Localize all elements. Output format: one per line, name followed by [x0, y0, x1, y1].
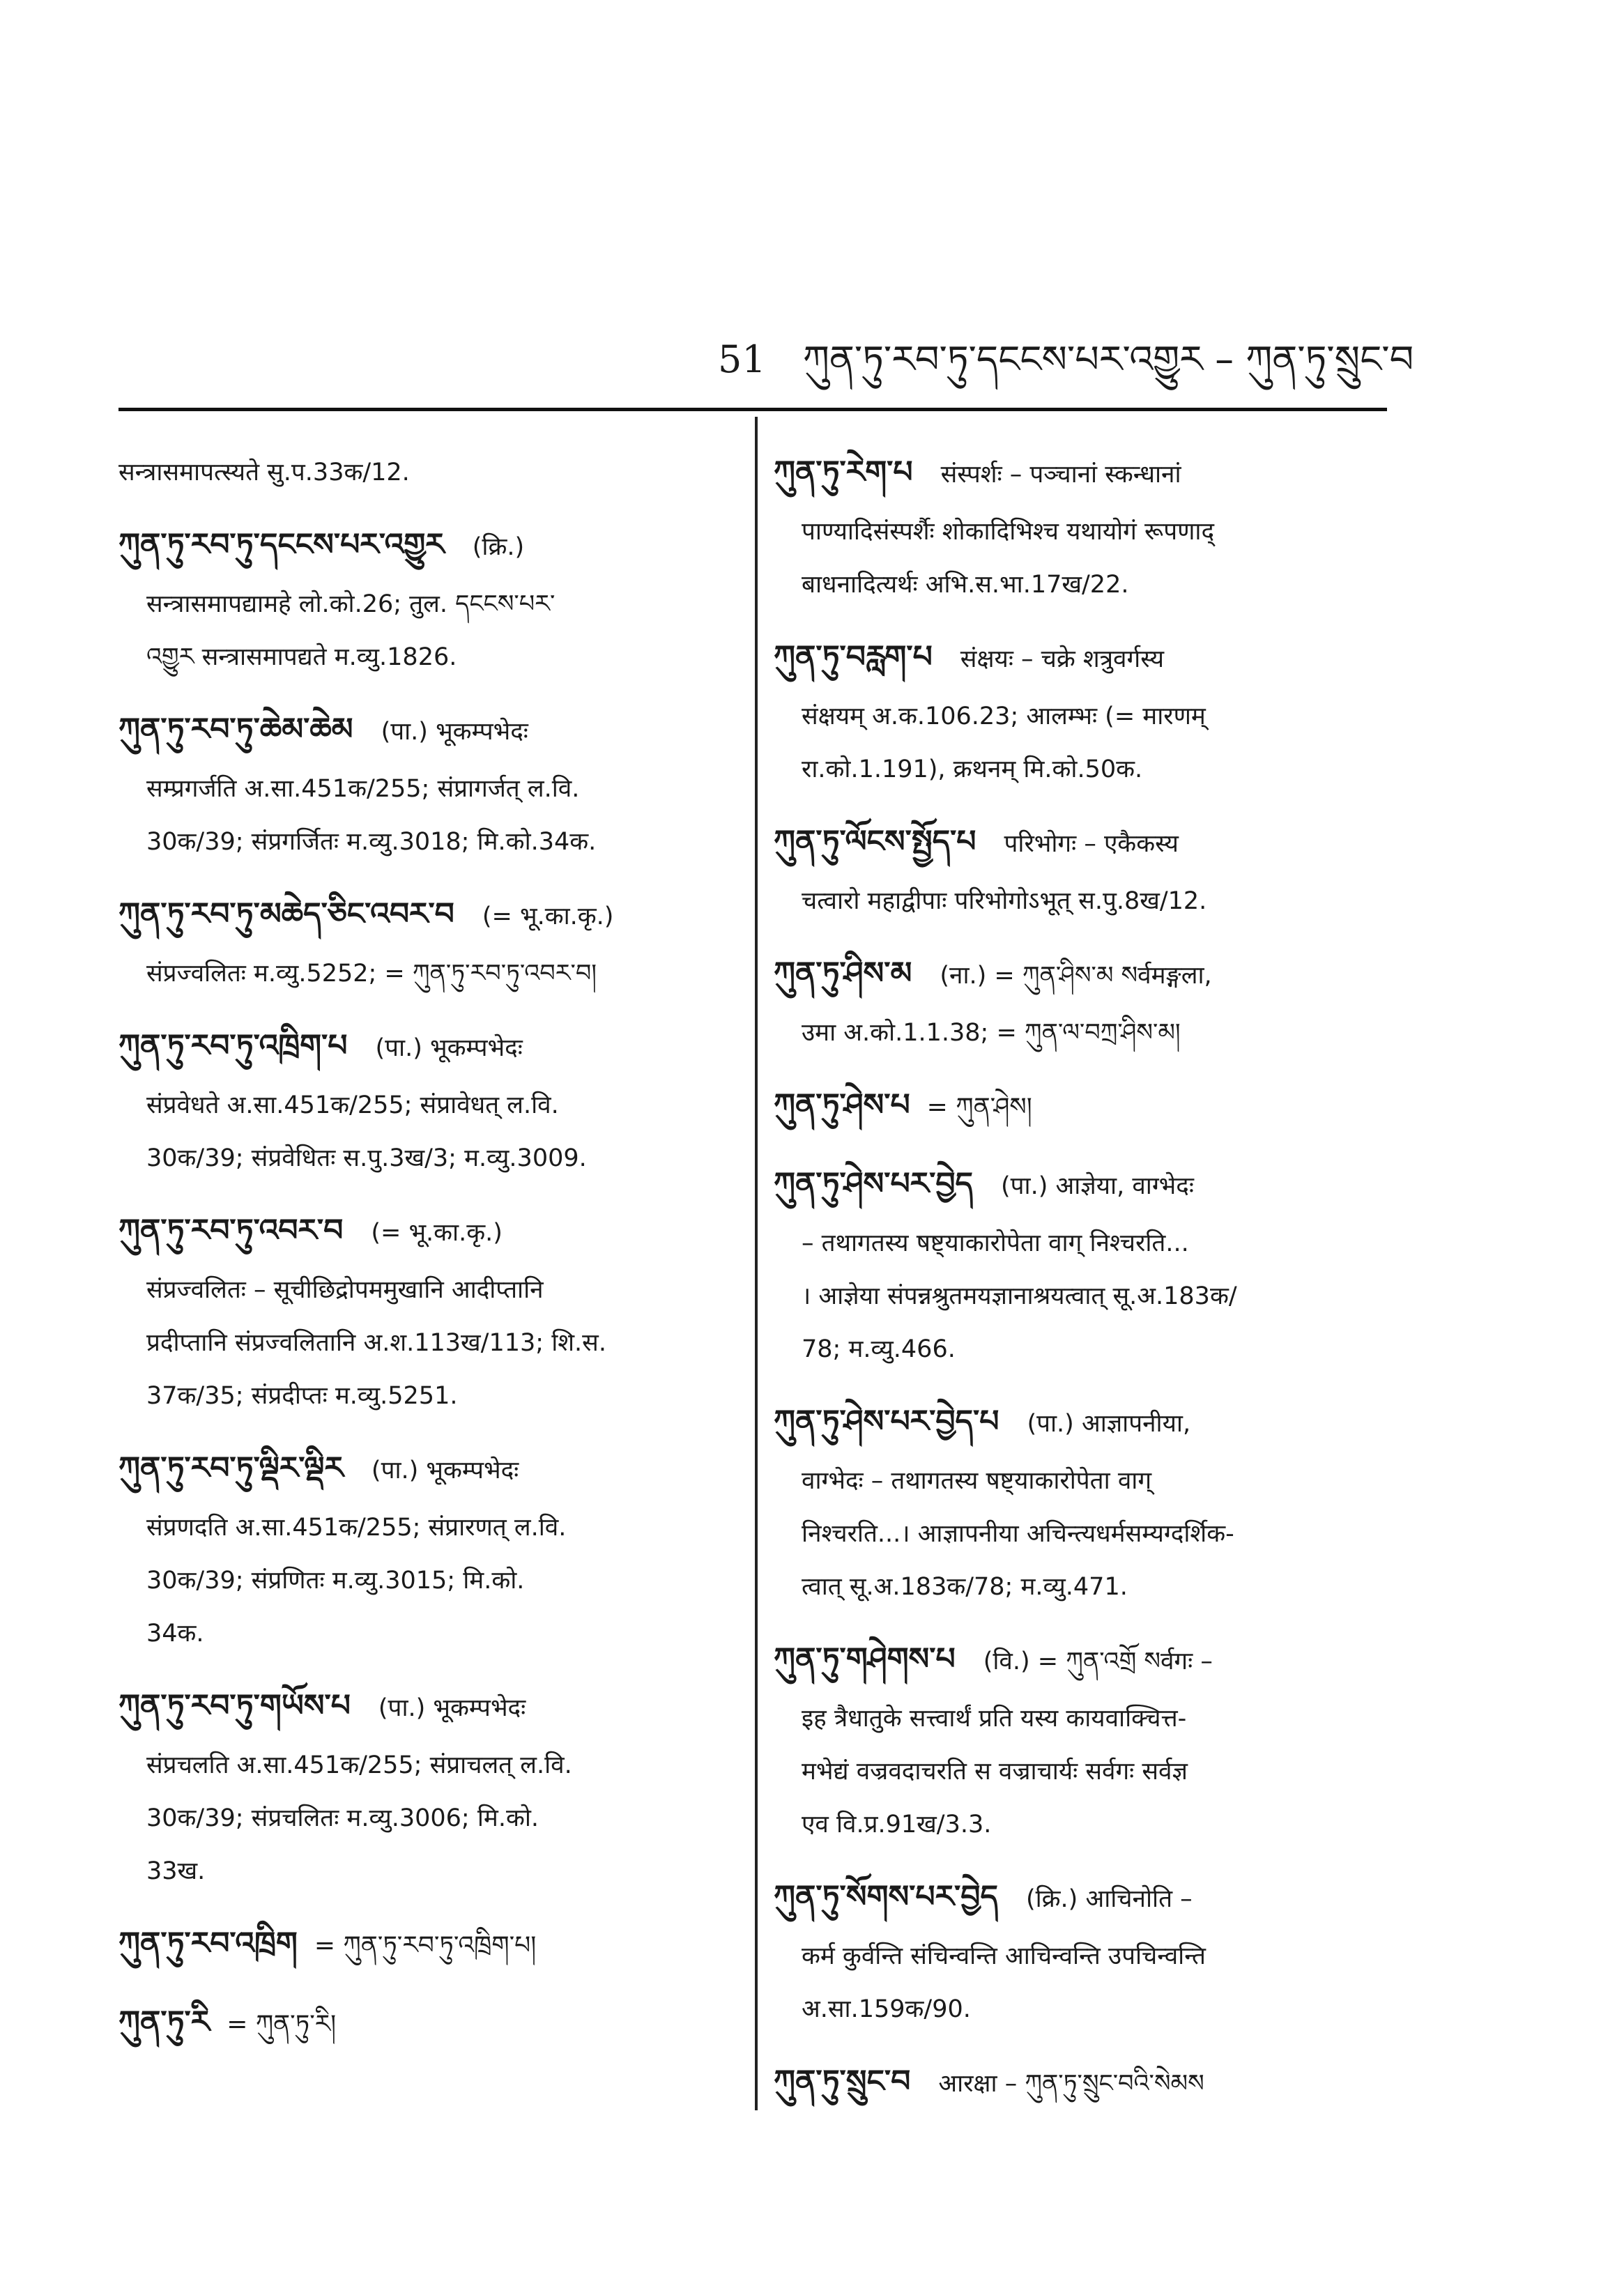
- dictionary-entry: [774, 947, 1380, 1059]
- headword: ཀུན་ཏུ་རབ་འཁྲིག: [118, 1926, 298, 1961]
- entry-head-line: [774, 1395, 1380, 1454]
- entry-head-line: [774, 815, 1380, 875]
- dictionary-entry: [118, 1917, 725, 1977]
- headword: ཀུན་ཏུ་རབ་ཏུ་དངངས་པར་འགྱུར: [118, 527, 445, 562]
- definition-line: । आज्ञेया संपन्नश्रुतमयज्ञानाश्रयत्वात् सू.अ.183क/: [802, 1282, 1237, 1310]
- grammar-tag: (पा.) भूकम्पभेदः: [378, 1694, 526, 1722]
- headword: ཀུན་ཏུ་སྲུང་བ: [774, 2064, 911, 2099]
- grammar-tag: (पा.) आज्ञापनीया,: [1027, 1410, 1191, 1438]
- right-column: [774, 446, 1380, 2134]
- dictionary-entry: [118, 1204, 725, 1422]
- definition-line: संप्रज्वलितः म.व्यु.5252; = ཀུན་ཏུ་རབ་ཏུ་འབར་བ།: [146, 960, 597, 988]
- headword: ཀུན་ཏུ་ལོངས་སྤྱོད་པ: [774, 824, 976, 859]
- definition-line: सम्प्रगर्जति अ.सा.451क/255; संप्रागर्जत् ल.वि.: [146, 775, 580, 803]
- headword: ཀུན་ཏུ་རབ་ཏུ་མཆེད་ཅིང་འབར་བ: [118, 896, 454, 932]
- dictionary-entry: [118, 703, 725, 868]
- dictionary-entry: [774, 815, 1380, 928]
- definition-line: संप्रणदति अ.सा.451क/255; संप्रारणत् ल.वि.: [146, 1514, 567, 1542]
- headword: ཀུན་ཏུ་ཤེས་པ: [774, 1087, 910, 1123]
- header-rule: [118, 408, 1387, 411]
- entry-head-line: [774, 1871, 1380, 1930]
- definition-line: अ.सा.159क/90.: [802, 1995, 971, 2023]
- dictionary-entry: [118, 1020, 725, 1185]
- definition-line: संप्रज्वलितः – सूचीछिद्रोपममुखानि आदीप्तानि: [146, 1276, 544, 1304]
- definition-line: निश्चरति...। आज्ञापनीया अचिन्त्यधर्मसम्यग्दर्शिक-: [802, 1520, 1234, 1548]
- dictionary-entry: [774, 446, 1380, 611]
- headword: ཀུན་ཏུ་རབ་ཏུ་ཆེམ་ཆེམ: [118, 712, 353, 747]
- grammar-tag: आरक्षा – ཀུན་ཏུ་སྲུང་བའི་སེམས: [938, 2070, 1204, 2098]
- cross-reference: = ཀུན་ཤེས།: [926, 1093, 1032, 1121]
- dictionary-entry: [774, 1871, 1380, 2036]
- dictionary-entry: [118, 888, 725, 1000]
- definition-line: 30क/39; संप्रणितः म.व्यु.3015; मि.को.: [146, 1567, 525, 1595]
- grammar-tag: संक्षयः – चक्रे शत्रुवर्गस्य: [960, 645, 1165, 673]
- headword: ཀུན་ཏུ་རི: [118, 2004, 210, 2040]
- dictionary-entry: [774, 631, 1380, 796]
- definition-line: वाग्भेदः – तथागतस्य षष्ट्याकारोपेता वाग्: [802, 1467, 1152, 1495]
- grammar-tag: (पा.) भूकम्पभेदः: [381, 718, 528, 746]
- definition-line: उमा अ.को.1.1.38; = ཀུན་ལ་བཀྲ་ཤིས་མ།: [802, 1019, 1181, 1047]
- entry-head-line: [774, 2055, 1380, 2114]
- grammar-tag: (= भू.का.कृ.): [371, 1219, 503, 1247]
- definition-line: 30क/39; संप्रवेधितः स.पु.3ख/3; म.व्यु.3009.: [146, 1144, 587, 1172]
- definition-line: 30क/39; संप्रगर्जितः म.व्यु.3018; मि.को.34क.: [146, 828, 597, 856]
- entry-head-line: [774, 1633, 1380, 1692]
- dictionary-entry: [774, 1079, 1380, 1138]
- definition-line: 78; म.व्यु.466.: [802, 1335, 956, 1363]
- grammar-tag: (पा.) भूकम्पभेदः: [375, 1034, 523, 1062]
- definition-line: संक्षयम् अ.क.106.23; आलम्भः (= मारणम्: [802, 703, 1206, 730]
- headword: ཀུན་ཏུ་རབ་ཏུ་གཡོས་པ: [118, 1688, 351, 1724]
- entry-head-line: [118, 888, 725, 947]
- entry-head-line: [774, 1158, 1380, 1217]
- dictionary-entry: [774, 2055, 1380, 2114]
- entry-head-line: [118, 1996, 725, 2055]
- grammar-tag: (वि.) = ཀུན་འགྲོ སर्वगः –: [983, 1648, 1213, 1675]
- definition-line: – तथागतस्य षष्ट्याकारोपेता वाग् निश्चरति...: [802, 1229, 1189, 1257]
- definition-line: इह त्रैधातुके सत्त्वार्थं प्रति यस्य कायवाक्चित्त-: [802, 1705, 1187, 1733]
- entry-head-line: [774, 446, 1380, 505]
- dictionary-entry: [118, 446, 725, 499]
- grammar-tag: (क्रि.): [472, 533, 525, 561]
- definition-line: सन्त्रासमापत्स्यते सु.प.33क/12.: [118, 459, 410, 486]
- headword: ཀུན་ཏུ་ཤེས་པར་བྱེད་པ: [774, 1404, 999, 1439]
- definition-line: चत्वारो महाद्वीपाः परिभोगोऽभूत् स.पु.8ख/12.: [802, 887, 1207, 915]
- entry-head-line: [774, 1079, 1380, 1138]
- grammar-tag: (ना.) = ཀུན་ཤིས་མ སर्वमङ्गला,: [940, 962, 1212, 990]
- header-range: ཀུན་ཏུ་རབ་ཏུ་དངངས་པར་འགྱུར – ཀུན་ཏུ་སྲུང་བ: [802, 337, 1414, 381]
- dictionary-entry: [774, 1158, 1380, 1376]
- definition-line: 34क.: [146, 1620, 204, 1648]
- headword: ཀུན་ཏུ་སོགས་པར་བྱེད: [774, 1879, 998, 1914]
- definition-line: मभेद्यं वज्रवदाचरति स वज्राचार्यः सर्वगः सर्वज्ञ: [802, 1758, 1188, 1786]
- entry-head-line: [118, 1680, 725, 1739]
- definition-line: संप्रवेधते अ.सा.451क/255; संप्रावेधत् ल.वि.: [146, 1091, 559, 1119]
- column-divider: [755, 417, 758, 2110]
- cross-reference: = ཀུན་ཏུ་རབ་ཏུ་འཁྲིག་པ།: [314, 1931, 537, 1960]
- entry-head-line: [118, 703, 725, 762]
- grammar-tag: (पा.) भूकम्पभेदः: [371, 1457, 519, 1484]
- dictionary-entry: [118, 1442, 725, 1660]
- grammar-tag: परिभोगः – एकैकस्य: [1004, 830, 1179, 858]
- dictionary-entry: [118, 519, 725, 684]
- grammar-tag: (पा.) आज्ञेया, वाग्भेदः: [1001, 1172, 1194, 1200]
- entry-head-line: [118, 1204, 725, 1264]
- entry-head-line: [118, 1917, 725, 1977]
- dictionary-entry: [774, 1395, 1380, 1613]
- headword: ཀུན་ཏུ་རབ་ཏུ་འབར་བ: [118, 1213, 344, 1248]
- headword: ཀུན་ཏུ་བརླག་པ: [774, 639, 933, 675]
- definition-line: कर्म कुर्वन्ति संचिन्वन्ति आचिन्वन्ति उपचिन्वन्ति: [802, 1942, 1206, 1970]
- left-column: [118, 446, 725, 2075]
- definition-line: 33ख.: [146, 1857, 206, 1885]
- dictionary-entry: [774, 1633, 1380, 1851]
- definition-line: संप्रचलति अ.सा.451क/255; संप्राचलत् ल.वि.: [146, 1751, 572, 1779]
- definition-line: प्रदीप्तानि संप्रज्वलितानि अ.श.113ख/113; शि.स.: [146, 1329, 606, 1357]
- definition-line: रा.को.1.191), क्रथनम् मि.को.50क.: [802, 755, 1143, 783]
- entry-head-line: [774, 947, 1380, 1006]
- headword: ཀུན་ཏུ་ཤིས་མ: [774, 955, 912, 991]
- definition-line: पाण्यादिसंस्पर्शैः शोकादिभिश्च यथायोगं रूपणाद्: [802, 518, 1215, 546]
- definition-line: एव वि.प्र.91ख/3.3.: [802, 1811, 992, 1839]
- page-number: 51: [718, 337, 766, 381]
- headword: ཀུན་ཏུ་ཤེས་པར་བྱེད: [774, 1166, 973, 1202]
- cross-reference: = ཀུན་ཏུ་རི།: [227, 2010, 337, 2039]
- definition-line: འགྱུར सन्त्रासमापद्यते म.व्यु.1826.: [146, 643, 457, 671]
- headword: ཀུན་ཏུ་རབ་ཏུ་འཁྲིག་པ: [118, 1028, 348, 1064]
- dictionary-entry: [118, 1680, 725, 1898]
- definition-line: सन्त्रासमापद्यामहे लो.को.26; तुल. དངངས་པར་: [146, 590, 556, 618]
- headword: ཀུན་ཏུ་རེག་པ: [774, 454, 913, 490]
- headword: ཀུན་ཏུ་གཤེགས་པ: [774, 1641, 956, 1677]
- definition-line: 37क/35; संप्रदीप्तः म.व्यु.5251.: [146, 1382, 458, 1410]
- entry-head-line: [774, 631, 1380, 690]
- entry-head-line: [118, 519, 725, 578]
- definition-line: 30क/39; संप्रचलितः म.व्यु.3006; मि.को.: [146, 1804, 539, 1832]
- headword: ཀུན་ཏུ་རབ་ཏུ་ལྡིར་ལྡིར: [118, 1450, 344, 1486]
- definition-line: बाधनादित्यर्थः अभि.स.भा.17ख/22.: [802, 571, 1129, 599]
- dictionary-entry: [118, 1996, 725, 2055]
- grammar-tag: (= भू.का.कृ.): [482, 903, 614, 930]
- entry-head-line: [118, 1020, 725, 1079]
- grammar-tag: (क्रि.) आचिनोति –: [1025, 1885, 1193, 1913]
- grammar-tag: संस्पर्शः – पञ्चानां स्कन्धानां: [940, 461, 1181, 489]
- definition-line: त्वात् सू.अ.183क/78; म.व्यु.471.: [802, 1573, 1128, 1601]
- entry-head-line: [118, 1442, 725, 1501]
